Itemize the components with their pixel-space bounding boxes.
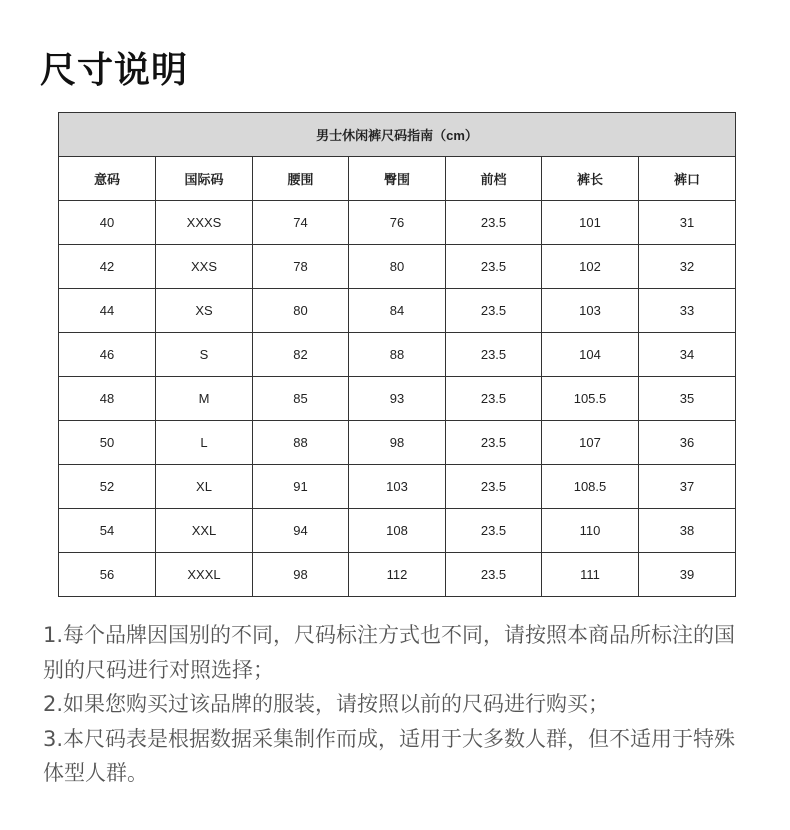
table-cell: 98 [349, 421, 446, 465]
table-cell: 52 [59, 465, 156, 509]
table-cell: 84 [349, 289, 446, 333]
header-intl-size: 国际码 [156, 157, 253, 201]
table-cell: XXXL [156, 553, 253, 597]
header-leg-opening: 裤口 [639, 157, 736, 201]
table-cell: 23.5 [446, 465, 542, 509]
table-row [59, 509, 736, 553]
table-cell: 111 [542, 553, 639, 597]
table-cell: 94 [253, 509, 349, 553]
size-notes [43, 618, 753, 791]
table-cell: M [156, 377, 253, 421]
table-cell: 23.5 [446, 289, 542, 333]
table-cell: 98 [253, 553, 349, 597]
table-cell: 102 [542, 245, 639, 289]
table-cell: 80 [349, 245, 446, 289]
table-row [59, 333, 736, 377]
table-cell: 85 [253, 377, 349, 421]
table-cell: 39 [639, 553, 736, 597]
note-item: 2.如果您购买过该品牌的服装，请按照以前的尺码进行购买； [43, 692, 610, 716]
table-cell: 40 [59, 201, 156, 245]
table-cell: 23.5 [446, 377, 542, 421]
table-cell: 54 [59, 509, 156, 553]
table-cell: 33 [639, 289, 736, 333]
table-cell: 48 [59, 377, 156, 421]
table-cell: 80 [253, 289, 349, 333]
table-cell: XS [156, 289, 253, 333]
table-row [59, 553, 736, 597]
table-cell: 32 [639, 245, 736, 289]
table-cell: XXL [156, 509, 253, 553]
table-cell: 38 [639, 509, 736, 553]
table-cell: 103 [542, 289, 639, 333]
table-cell: 36 [639, 421, 736, 465]
table-cell: 56 [59, 553, 156, 597]
note-item: 3.本尺码表是根据数据采集制作而成，适用于大多数人群，但不适用于特殊体型人群。 [43, 726, 736, 785]
table-cell: 35 [639, 377, 736, 421]
header-hip: 臀围 [349, 157, 446, 201]
note-item: 1.每个品牌因国别的不同，尺码标注方式也不同，请按照本商品所标注的国别的尺码进行对照选择； [43, 623, 736, 682]
header-length: 裤长 [542, 157, 639, 201]
table-cell: 74 [253, 201, 349, 245]
table-cell: 23.5 [446, 201, 542, 245]
table-cell: 78 [253, 245, 349, 289]
table-cell: 76 [349, 201, 446, 245]
header-it-size: 意码 [59, 157, 156, 201]
table-cell: XXXS [156, 201, 253, 245]
table-cell: 23.5 [446, 509, 542, 553]
table-cell: 104 [542, 333, 639, 377]
header-waist: 腰围 [253, 157, 349, 201]
table-cell: 105.5 [542, 377, 639, 421]
table-cell: 42 [59, 245, 156, 289]
table-cell: 23.5 [446, 333, 542, 377]
size-guide-table [58, 112, 736, 597]
table-cell: 37 [639, 465, 736, 509]
table-cell: 93 [349, 377, 446, 421]
table-cell: 108 [349, 509, 446, 553]
table-row [59, 245, 736, 289]
table-cell: 34 [639, 333, 736, 377]
table-cell: 46 [59, 333, 156, 377]
table-cell: XXS [156, 245, 253, 289]
table-cell: 88 [253, 421, 349, 465]
table-cell: 23.5 [446, 245, 542, 289]
table-caption-row [59, 113, 736, 157]
table-cell: 44 [59, 289, 156, 333]
table-header-row [59, 157, 736, 201]
table-cell: 91 [253, 465, 349, 509]
table-cell: XL [156, 465, 253, 509]
table-cell: 82 [253, 333, 349, 377]
table-cell: 103 [349, 465, 446, 509]
table-row [59, 377, 736, 421]
header-front-rise: 前档 [446, 157, 542, 201]
table-cell: 110 [542, 509, 639, 553]
table-cell: 23.5 [446, 421, 542, 465]
table-cell: 50 [59, 421, 156, 465]
table-body [59, 201, 736, 597]
table-row [59, 465, 736, 509]
table-row [59, 421, 736, 465]
table-cell: 107 [542, 421, 639, 465]
page-title: 尺寸说明 [40, 50, 189, 91]
table-cell: L [156, 421, 253, 465]
table-caption: 男士休闲裤尺码指南（cm） [59, 113, 736, 157]
table-cell: S [156, 333, 253, 377]
table-cell: 108.5 [542, 465, 639, 509]
table-row [59, 201, 736, 245]
table-cell: 88 [349, 333, 446, 377]
table-cell: 112 [349, 553, 446, 597]
table-cell: 31 [639, 201, 736, 245]
table-row [59, 289, 736, 333]
table-cell: 23.5 [446, 553, 542, 597]
table-cell: 101 [542, 201, 639, 245]
